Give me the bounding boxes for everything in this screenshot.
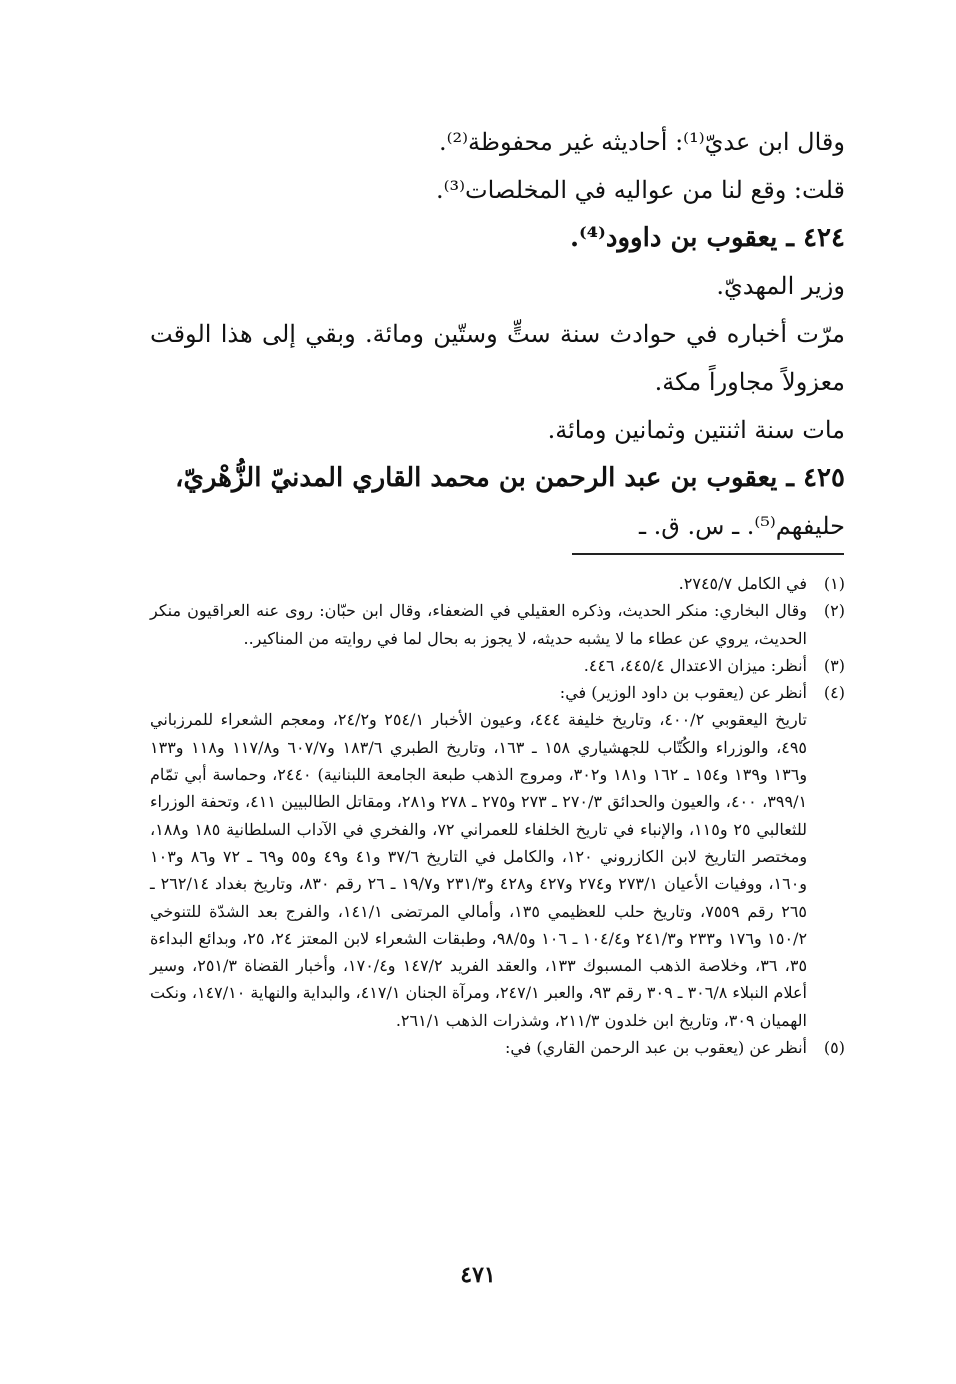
footnote-2 <box>150 597 845 652</box>
footnote-number: (٣) <box>823 655 845 675</box>
footnote-text: أنظر: ميزان الاعتدال ٤٤٥/٤، ٤٤٦. <box>583 655 807 675</box>
entry-continuation: حليفهم⁽⁵⁾. ـ س. ق. ـ <box>639 512 845 540</box>
text-line: قلت: وقع لنا من عواليه في المخلصات⁽³⁾. <box>435 176 845 204</box>
footnote-text: أنظر عن (يعقوب بن عبد الرحمن القاري) في: <box>504 1038 807 1058</box>
footnotes <box>150 570 845 1061</box>
footnote-3 <box>150 652 845 679</box>
footnote-text: في الكامل ٢٧٤٥/٧. <box>678 574 807 593</box>
footnote-number: (١) <box>823 574 845 593</box>
footnote-text: تاريخ اليعقوبي ٤٠٠/٢، وتاريخ خليفة ٤٤٤، وعيون الأخبار ٢٥٤/١ و٢٤/٢، ومعجم الشعراء للمرزباني ٤٩٥، والوزراء والكُتّاب للجهشياري ١٥٨ ـ ١٦٣، وتاريخ الطبري ١٨٣/٦ و٦٠٧/٧ و١١٧/٨ و١١٨ و١٣٣ و١٣٦ و١٣٩ و١٥٤ ـ ١٦٢ و١٨١ و٣٠٢، ومروج الذهب طبعة الجامعة اللبنانية) ٢٤٤٠، وحماسة أبي تمّام ٣٩٩/١، ٤٠٠، والعيون والحدائق ٢٧٠/٣ ـ ٢٧٣ و٢٧٥ ـ ٢٧٨ و٢٨١، ومقاتل الطالبيين ٤١١، وتحفة الوزراء للثعالبي ٢٥ و١١٥، والإنباء في تاريخ الخلفاء للعمراني ٧٢، والفخري في الآداب السلطانية ١٨٥ و١٨٨، ومختصر التاريخ لابن الكازروني ١٢٠، والكامل في التاريخ ٣٧/٦ و٤١ و٤٩ و٥٥ و٦٩ ـ ٧٢ و٨٦ و١٠٣ و١٦٠، ووفيات الأعيان ٢٧٣/١ و٢٧٤ و٤٢٧ و٤٢٨ و٢٣١/٣ و١٩/٧ ـ ٢٦ رقم ٨٣٠، وتاريخ بغداد ٢٦٢/١٤ ـ ٢٦٥ رقم ٧٥٥٩، وتاريخ حلب للعظيمي ١٣٥، وأمالي المرتضى ١٤١/١، والفرج بعد الشدّة للتنوخي ١٥٠/٢ و١٧٦ و٢٣٣ و٢٤١/٣ و١٠٤/٤ ـ ١٠٦ و٩٨/٥، وطبقات الشعراء لابن المعتز ٢٤، ٢٥، وبدائع البداءة ٣٥، ٣٦، وخلاصة الذهب المسبوك ١٣٣، والعقد الفريد ١٤٧/٢ و١٧٠/٤، وأخبار القضاة ٢٥١/٣، وسير أعلام النبلاء ٣٠٦/٨ ـ ٣٠٩ رقم ٩٣، والعبر ٢٤٧/١، ومرآة الجنان ٤١٧/١، والبداية والنهاية ١٤٧/١٠، ونكت الهميان ٣٠٩، وتاريخ ابن خلدون ٢١١/٣، وشذرات الذهب ٢٦١/١. <box>150 710 808 1030</box>
footnote-text: وقال البخاري: منكر الحديث، وذكره العقيلي في الضعفاء، وقال ابن حبّان: روى عنه العراقيون منكر الحديث، يروي عن عطاء ما لا يشبه حديثه، لا يجوز به بحال لما في روايته من المناكير.. <box>150 601 807 648</box>
page-number: ٤٧١ <box>460 1262 496 1288</box>
footnote-separator <box>572 553 844 555</box>
text-line: وقال ابن عديّ⁽¹⁾: أحاديثه غير محفوظة⁽²⁾. <box>438 128 845 156</box>
entry-title-424: ٤٢٤ ـ يعقوب بن داوود⁽⁴⁾. <box>569 223 845 253</box>
footnote-4 <box>150 679 845 706</box>
footnote-number <box>807 706 845 1034</box>
footnote-text: أنظر عن (يعقوب بن داود الوزير) في: <box>559 683 807 703</box>
entry-title-425: ٤٢٥ ـ يعقوب بن عبد الرحمن بن محمد القاري المدنيّ الزُّهْريّ، <box>175 463 845 493</box>
footnote-number: (٥) <box>823 1038 845 1058</box>
footnote-number: (٤) <box>823 683 845 703</box>
footnote-number: (٢) <box>823 601 845 621</box>
footnote-1 <box>150 570 845 597</box>
footnote-4-sources <box>150 706 845 1034</box>
entry-paragraph: مرّت أخباره في حوادث سنة ستٍّ وستّين ومائة. وبقي إلى هذا الوقت معزولاً مجاوراً مكة. <box>150 320 845 396</box>
entry-death-line: مات سنة اثنتين وثمانين ومائة. <box>547 416 845 444</box>
entry-description: وزير المهديّ. <box>716 272 845 300</box>
main-text <box>150 118 845 550</box>
footnote-5 <box>150 1034 845 1061</box>
